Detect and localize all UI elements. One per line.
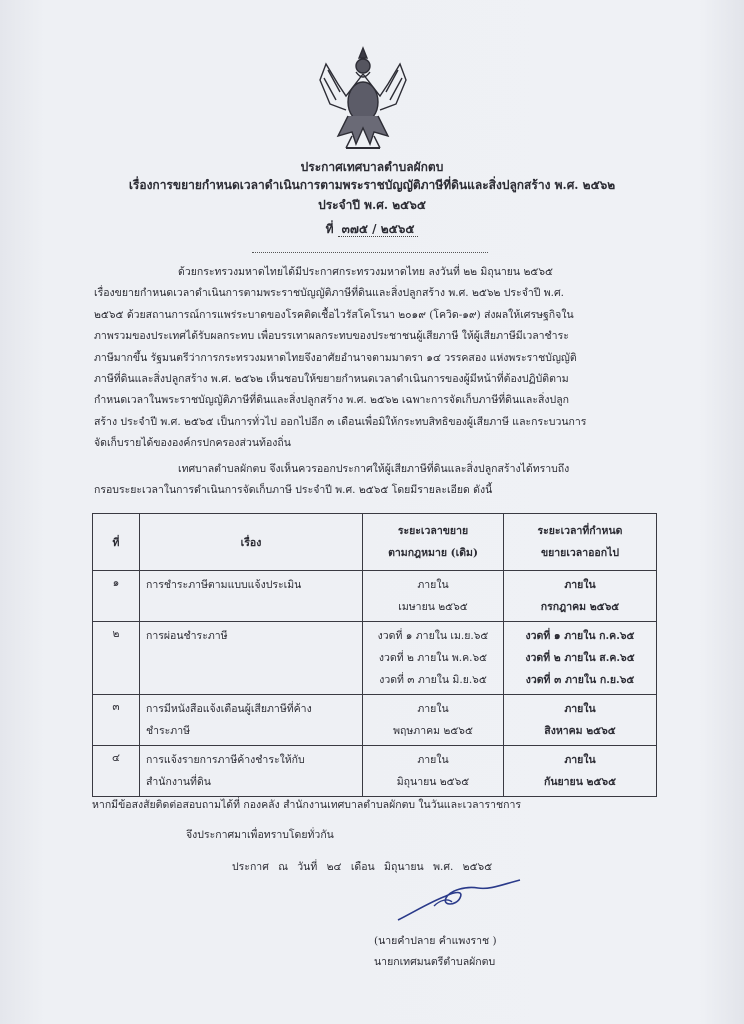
paragraph-line: กำหนดเวลาในพระราชบัญญัติภาษีที่ดินและสิ่งปลูกสร้าง พ.ศ. ๒๕๖๒ เฉพาะการจัดเก็บภาษีที่ดินและสิ่งปลูก: [94, 394, 569, 407]
row-subject: [140, 695, 363, 746]
cell-line: ภายใน: [417, 579, 449, 591]
cell-line: ภายใน: [417, 754, 449, 766]
paragraph-line: เทศบาลตำบลผักตบ จึงเห็นควรออกประกาศให้ผู้เสียภาษีที่ดินและสิ่งปลูกสร้างได้ทราบถึง: [178, 463, 570, 475]
announcement-heading: ประกาศเทศบาลตำบลผักตบ: [300, 160, 444, 174]
cell-line: ชำระภาษี: [146, 725, 191, 737]
contact-note: หากมีข้อสงสัยติดต่อสอบถามได้ที่ กองคลัง สำนักงานเทศบาลตำบลผักตบ ในวันและเวลาราชการ: [92, 799, 522, 811]
header-subject: เรื่อง: [140, 514, 363, 571]
cell-line: สิงหาคม ๒๕๖๕: [544, 725, 616, 737]
announcement-number: [0, 220, 744, 239]
row-no: ๔: [93, 746, 140, 797]
paragraph-line: กรอบระยะเวลาในการดำเนินการจัดเก็บภาษี ประจำปี พ.ศ. ๒๕๖๕ โดยมีรายละเอียด ดังนี้: [94, 484, 493, 497]
cell-line: กันยายน ๒๕๖๕: [543, 776, 617, 788]
cell-line: งวดที่ ๒ ภายใน พ.ค.๖๕: [378, 652, 488, 664]
signature-icon: [394, 876, 524, 926]
paragraph-line: สร้าง ประจำปี พ.ศ. ๒๕๖๕ เป็นการทั่วไป ออกไปอีก ๓ เดือนเพื่อมิให้กระทบสิทธิของผู้เสียภาษี และกระบวนการ: [94, 415, 587, 428]
paragraph-line: จัดเก็บรายได้ขององค์กรปกครองส่วนท้องถิ่น: [94, 437, 291, 450]
cell-line: งวดที่ ๑ ภายใน ก.ค.๖๕: [525, 630, 635, 642]
garuda-emblem-icon: [316, 44, 410, 152]
cell-line: ภายใน: [564, 579, 596, 591]
announcement-year: ประจำปี พ.ศ. ๒๕๖๕: [318, 198, 426, 212]
cell-line: การชำระภาษีตามแบบแจ้งประเมิน: [146, 579, 302, 591]
paragraph-line: ๒๕๖๕ ด้วยสถานการณ์การแพร่ระบาดของโรคติดเชื้อไวรัสโคโรนา ๒๐๑๙ (โควิด-๑๙) ส่งผลให้เศรษฐกิจใน: [94, 308, 574, 321]
number-value: ๓๗๕ / ๒๕๖๕: [338, 222, 419, 237]
signer-title: นายกเทศมนตรีตำบลผักตบ: [374, 956, 496, 968]
header-text: ขยายเวลาออกไป: [540, 547, 620, 559]
cell-line: งวดที่ ๓ ภายใน ก.ย.๖๕: [525, 674, 635, 686]
cell-line: ภายใน: [564, 754, 596, 766]
header-text: ตามกฎหมาย (เดิม): [388, 547, 478, 559]
announce-line: จึงประกาศมาเพื่อทราบโดยทั่วกัน: [186, 829, 334, 841]
number-prefix: ที่: [325, 222, 334, 236]
row-new-period: [504, 622, 657, 695]
cell-line: พฤษภาคม ๒๕๖๕: [393, 725, 473, 737]
cell-line: การแจ้งรายการภาษีค้างชำระให้กับ: [146, 754, 305, 766]
cell-line: เมษายน ๒๕๖๕: [398, 601, 468, 613]
row-old-period: [363, 622, 504, 695]
header-text: ระยะเวลาที่กำหนด: [537, 525, 623, 537]
paragraph-line: ภาษีที่ดินและสิ่งปลูกสร้าง พ.ศ. ๒๕๖๒ เห็นชอบให้ขยายกำหนดเวลาดำเนินการของผู้มีหน้าที่ต้องปฏิบัติตาม: [94, 373, 569, 386]
cell-line: การมีหนังสือแจ้งเตือนผู้เสียภาษีที่ค้าง: [146, 703, 312, 715]
row-no: ๓: [93, 695, 140, 746]
divider: [252, 252, 488, 253]
row-subject: [140, 622, 363, 695]
row-subject: [140, 571, 363, 622]
paragraph-line: ภาพรวมของประเทศได้รับผลกระทบ เพื่อบรรเทาผลกระทบของประชาชนผู้เสียภาษี ให้ผู้เสียภาษีมีเวลาชำระ: [94, 330, 569, 343]
cell-line: กรกฎาคม ๒๕๖๕: [540, 601, 620, 613]
row-new-period: [504, 695, 657, 746]
cell-line: งวดที่ ๑ ภายใน เม.ย.๖๕: [377, 630, 489, 642]
body-paragraph-1: [94, 262, 658, 455]
cell-line: งวดที่ ๓ ภายใน มิ.ย.๖๕: [379, 674, 487, 686]
table-row: [93, 571, 657, 622]
cell-line: ภายใน: [564, 703, 596, 715]
cell-line: การผ่อนชำระภาษี: [146, 630, 228, 642]
row-old-period: [363, 695, 504, 746]
table-row: [93, 695, 657, 746]
body-paragraph-2: [94, 459, 658, 502]
announcement-subject: เรื่องการขยายกำหนดเวลาดำเนินการตามพระราชบัญญัติภาษีที่ดินและสิ่งปลูกสร้าง พ.ศ. ๒๕๖๒: [128, 178, 616, 192]
signer-name: (นายคำปลาย คำแพงราช ): [374, 935, 497, 947]
table-row: [93, 746, 657, 797]
paragraph-line: ภาษีมากขึ้น รัฐมนตรีว่าการกระทรวงมหาดไทยจึงอาศัยอำนาจตามมาตรา ๑๔ วรรคสอง แห่งพระราชบัญญัติ: [94, 351, 577, 364]
row-old-period: [363, 746, 504, 797]
header-no: ที่: [93, 514, 140, 571]
row-new-period: [504, 571, 657, 622]
paragraph-line: ด้วยกระทรวงมหาดไทยได้มีประกาศกระทรวงมหาดไทย ลงวันที่ ๒๒ มิถุนายน ๒๕๖๕: [178, 266, 553, 278]
schedule-table: [92, 513, 657, 797]
row-no: ๑: [93, 571, 140, 622]
cell-line: งวดที่ ๒ ภายใน ส.ค.๖๕: [525, 652, 635, 664]
cell-line: ภายใน: [417, 703, 449, 715]
row-subject: [140, 746, 363, 797]
table-header-row: [93, 514, 657, 571]
header-new-period: [504, 514, 657, 571]
cell-line: สำนักงานที่ดิน: [146, 776, 211, 788]
row-new-period: [504, 746, 657, 797]
header-old-period: [363, 514, 504, 571]
header-text: ระยะเวลาขยาย: [397, 525, 469, 537]
date-line: ประกาศ ณ วันที่ ๒๔ เดือน มิถุนายน พ.ศ. ๒๕๖๕: [232, 861, 493, 873]
paragraph-line: เรื่องขยายกำหนดเวลาดำเนินการตามพระราชบัญญัติภาษีที่ดินและสิ่งปลูกสร้าง พ.ศ. ๒๕๖๒ ประจำปี พ.ศ.: [94, 287, 565, 300]
row-no: ๒: [93, 622, 140, 695]
cell-line: มิถุนายน ๒๕๖๕: [396, 776, 470, 788]
table-row: [93, 622, 657, 695]
row-old-period: [363, 571, 504, 622]
